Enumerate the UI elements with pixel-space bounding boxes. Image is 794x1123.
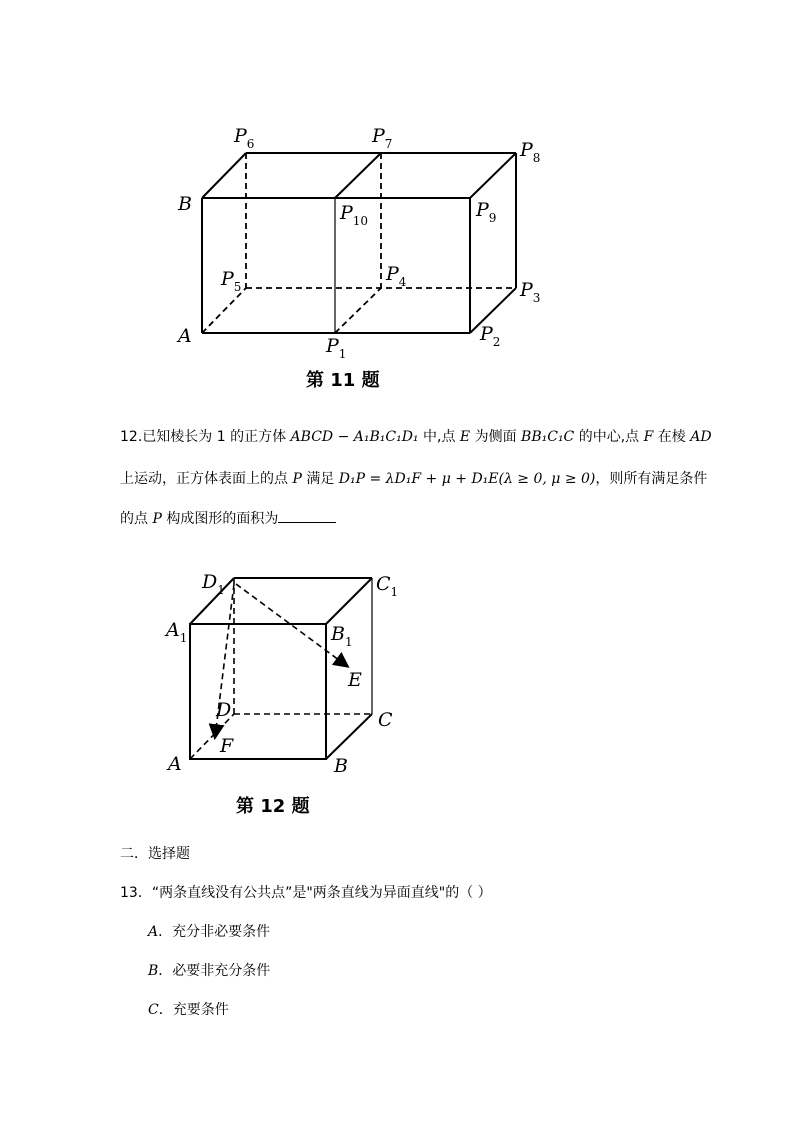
label-A: A xyxy=(178,325,192,347)
label-P6: $P_6$ xyxy=(234,125,255,151)
question-13-stem: 13．“两条直线没有公共点”是"两条直线为异面直线"的（ ） xyxy=(120,885,492,901)
question-12-line-3: 的点 P 构成图形的面积为 xyxy=(120,508,336,529)
label-A: A xyxy=(168,753,182,775)
option-c-letter: C xyxy=(148,1002,159,1018)
label-C1: $C_1$ xyxy=(376,573,399,599)
label-A1: $A_1$ xyxy=(166,619,188,645)
label-B1: $B_1$ xyxy=(331,623,353,649)
option-b[interactable] xyxy=(148,961,270,981)
label-B: B xyxy=(178,193,192,215)
label-D1: $D_1$ xyxy=(202,571,225,597)
label-P4: $P_4$ xyxy=(386,263,407,289)
label-F: F xyxy=(220,735,234,757)
option-a-text: ．充分非必要条件 xyxy=(158,924,271,940)
option-b-text: ．必要非充分条件 xyxy=(158,963,271,979)
section-2-title: 二．选择题 xyxy=(120,846,190,862)
label-P2: $P_2$ xyxy=(480,323,501,349)
option-b-letter: B xyxy=(148,963,159,979)
option-c[interactable] xyxy=(148,1000,229,1020)
label-P1: $P_1$ xyxy=(326,335,347,361)
option-a[interactable] xyxy=(148,922,270,942)
question-12-line-1: 12.已知棱长为 1 的正方体 ABCD − A₁B₁C₁D₁ 中,点 E 为侧面 BB₁C₁C 的中心,点 F 在棱 AD xyxy=(120,429,712,445)
figure-12-caption: 第 12 题 xyxy=(236,796,310,817)
option-c-text: ．充要条件 xyxy=(158,1002,229,1018)
option-a-letter: A xyxy=(148,924,159,940)
label-E: E xyxy=(348,669,362,691)
figure-11-caption: 第 11 题 xyxy=(306,370,380,391)
label-P5: $P_5$ xyxy=(221,268,242,294)
question-12-line-2: 上运动，正方体表面上的点 P 满足 D₁P = λD₁F + μ + D₁E(λ ≥ 0, μ ≥ 0)，则所有满足条件 xyxy=(120,471,708,487)
label-C: C xyxy=(378,709,393,731)
label-P10: $P_{10}$ xyxy=(340,202,369,228)
vector-formula: D₁P = λD₁F + μ + D₁E(λ ≥ 0, μ ≥ 0) xyxy=(338,471,596,487)
label-P3: $P_3$ xyxy=(520,279,541,305)
label-B: B xyxy=(334,755,348,777)
label-D: D xyxy=(216,699,232,721)
label-P7: $P_7$ xyxy=(372,125,393,151)
label-P8: $P_8$ xyxy=(520,139,541,165)
label-P9: $P_9$ xyxy=(476,199,497,225)
